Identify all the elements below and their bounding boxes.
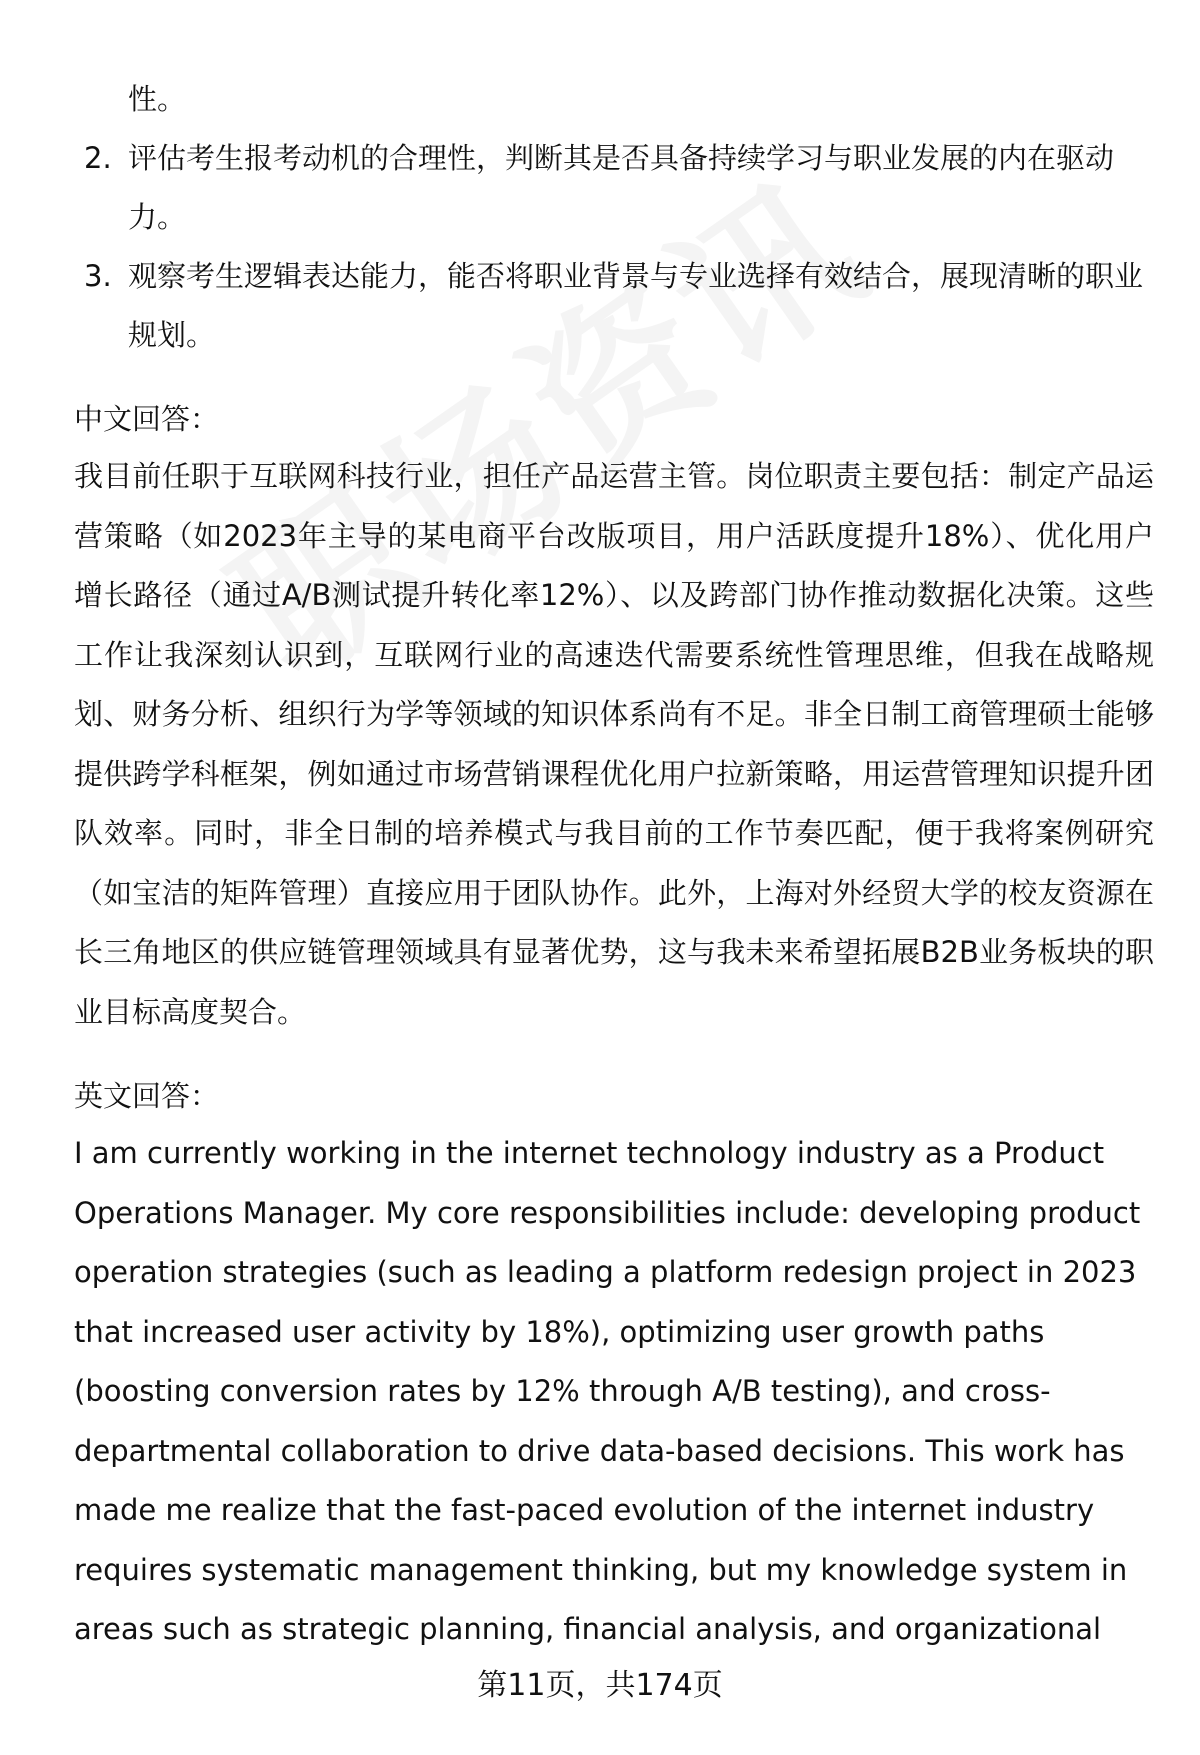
english-line: (boosting conversion rates by 12% through A/B testing), and cross- <box>74 1374 1051 1408</box>
list-item-text: 观察考生逻辑表达能力，能否将职业背景与专业选择有效结合，展现清晰的职业规划。 <box>128 259 1144 352</box>
list-item-number: 2. <box>84 141 112 175</box>
english-answer-paragraph <box>74 1124 1154 1660</box>
page-number: 第11页，共174页 <box>477 1668 723 1703</box>
english-line: Operations Manager. My core responsibilities include: developing product <box>74 1195 1141 1230</box>
english-answer-heading: 英文回答： <box>74 1079 220 1113</box>
english-line: areas such as strategic planning, financial analysis, and organizational <box>74 1612 1102 1646</box>
list-item-1-continuation: 性。 <box>128 82 187 116</box>
list-item-number: 3. <box>84 259 112 293</box>
english-line: departmental collaboration to drive data-based decisions. This work has <box>74 1433 1125 1468</box>
english-line: requires systematic management thinking, but my knowledge system in <box>74 1552 1128 1587</box>
document-body <box>74 70 1154 1660</box>
list-item <box>74 247 1154 365</box>
list-item-text: 评估考生报考动机的合理性，判断其是否具备持续学习与职业发展的内在驱动力。 <box>128 141 1115 234</box>
english-line: made me realize that the fast-paced evolution of the internet industry <box>74 1493 1095 1527</box>
chinese-answer-paragraph: 我目前任职于互联网科技行业，担任产品运营主管。岗位职责主要包括：制定产品运营策略（如2023年主导的某电商平台改版项目，用户活跃度提升18%）、优化用户增长路径（通过A/B测试提升转化率12%）、以及跨部门协作推动数据化决策。这些工作让我深刻认识到，互联网行业的高速迭代需要系统性管理思维，但我在战略规划、财务分析、组织行为学等领域的知识体系尚有不足。非全日制工商管理硕士能够提供跨学科框架，例如通过市场营销课程优化用户拉新策略，用运营管理知识提升团队效率。同时，非全日制的培养模式与我目前的工作节奏匹配，便于我将案例研究（如宝洁的矩阵管理）直接应用于团队协作。此外，上海对外经贸大学的校友资源在长三角地区的供应链管理领域具有显著优势，这与我未来希望拓展B2B业务板块的职业目标高度契合。 <box>74 459 1154 1029</box>
english-line: that increased user activity by 18%), optimizing user growth paths <box>74 1314 1045 1349</box>
list-item <box>74 129 1154 247</box>
english-line: I am currently working in the internet technology industry as a Product <box>74 1136 1105 1170</box>
english-line: operation strategies (such as leading a platform redesign project in 2023 <box>74 1255 1137 1289</box>
chinese-answer-heading: 中文回答： <box>74 402 220 436</box>
numbered-list <box>74 70 1154 365</box>
